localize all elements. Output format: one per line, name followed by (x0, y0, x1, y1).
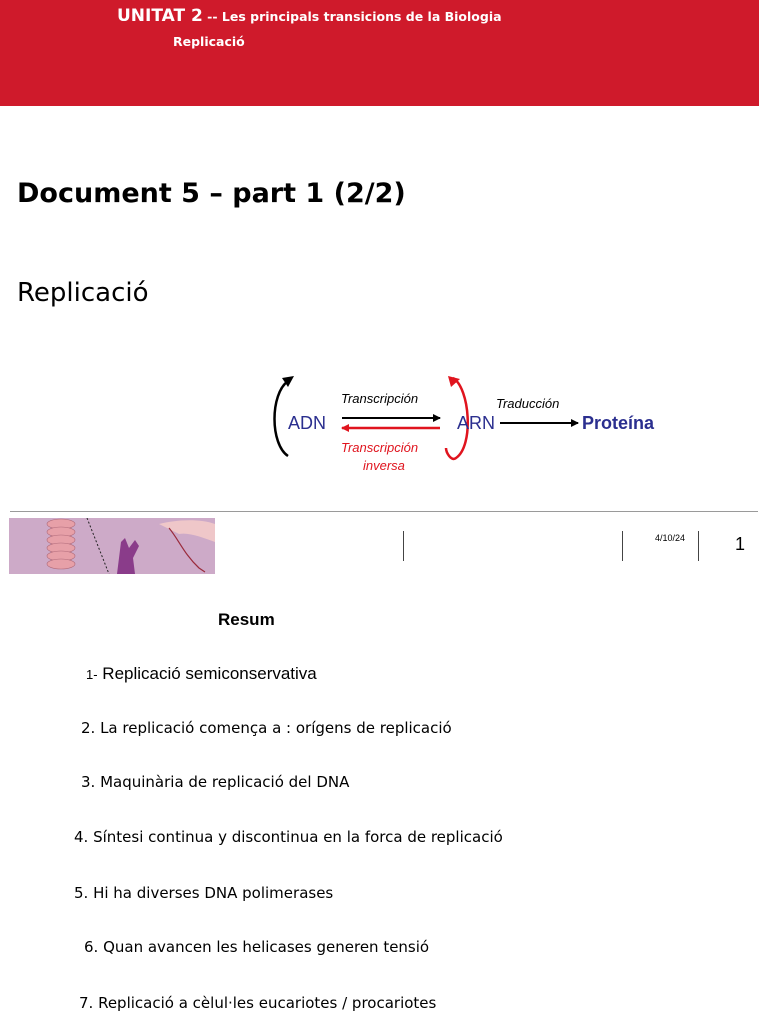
central-dogma-diagram (268, 366, 678, 478)
footer-separator-2 (622, 531, 623, 561)
summary-item-3: 3. Maquinària de replicació del DNA (81, 773, 350, 791)
adn-label: ADN (288, 413, 327, 433)
proteina-label: Proteína (582, 413, 655, 433)
transcripcion-label: Transcripción (341, 391, 419, 406)
page-number: 1 (735, 534, 746, 554)
inversa-label-line2: inversa (363, 458, 405, 473)
summary-item-5: 5. Hi ha diverses DNA polimerases (74, 884, 334, 902)
summary-item-1-text: Replicació semiconservativa (97, 664, 317, 683)
footer-divider (10, 511, 758, 512)
summary-item-2: 2. La replicació comença a : orígens de replicació (81, 719, 452, 737)
footer-separator-1 (403, 531, 404, 561)
summary-item-4: 4. Síntesi continua y discontinua en la forca de replicació (74, 828, 503, 846)
summary-item-1 (86, 664, 317, 684)
section-title: Replicació (17, 278, 149, 308)
summary-heading: Resum (218, 610, 275, 629)
header-subtitle: Replicació (173, 34, 245, 49)
header-banner (0, 0, 759, 106)
traduccion-label: Traducción (496, 396, 560, 411)
summary-item-7: 7. Replicació a cèlul·les eucariotes / procariotes (79, 994, 437, 1012)
unit-label: UNITAT 2 (117, 6, 203, 26)
unit-description: -- Les principals transicions de la Biologia (202, 9, 502, 24)
footer-separator-3 (698, 531, 699, 561)
document-title: Document 5 – part 1 (2/2) (17, 178, 406, 209)
summary-item-6: 6. Quan avancen les helicases generen tensió (84, 938, 430, 956)
unit-title (117, 6, 502, 26)
summary-item-1-number: 1- (86, 667, 98, 682)
adn-replication-loop (275, 381, 289, 456)
inversa-label-line1: Transcripción (341, 440, 419, 455)
chromosome-thumbnail-image (9, 518, 215, 574)
footer-date: 4/10/24 (655, 533, 686, 543)
arn-label: ARN (457, 413, 496, 433)
